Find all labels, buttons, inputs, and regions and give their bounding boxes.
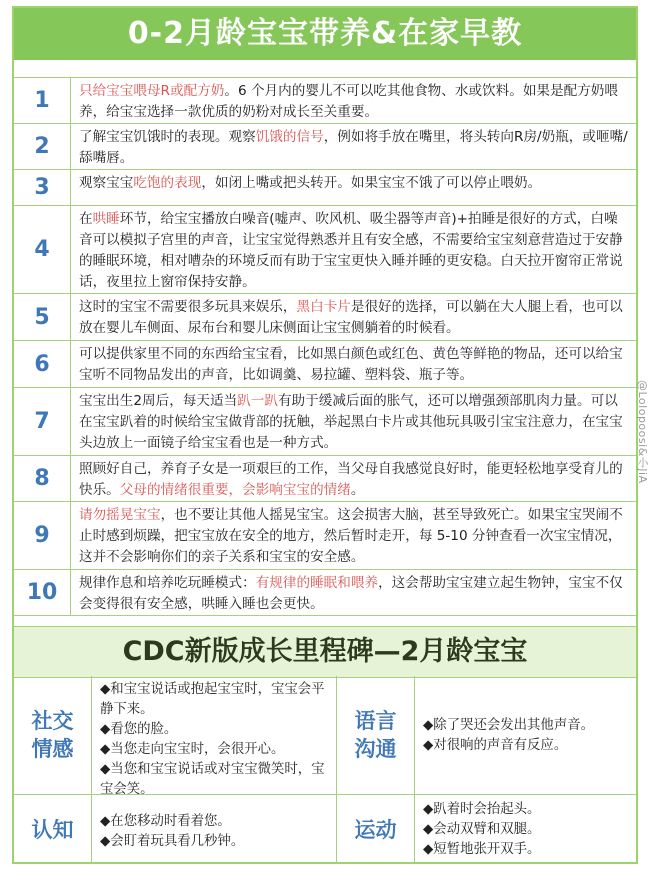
tip-number: 8	[14, 456, 71, 501]
tip-segment: 了解宝宝饥饿时的表现。观察	[79, 129, 256, 145]
tip-segment: ，也不要让其他人摇晃宝宝。这会损害大脑，甚至导致死亡。如果宝宝哭闹不止时感到烦躁，把宝宝放在安全的地方，然后暂时走开，每 5-10 分钟查看一次宝宝情况，这并不会影响你们的亲子关系和宝宝的安全感。	[79, 507, 623, 565]
milestone-items-motor	[415, 796, 636, 864]
page-title: 0-2月龄宝宝带养&在家早教	[14, 8, 636, 60]
tip-segment: 观察宝宝	[79, 175, 134, 191]
tip-highlight: 请勿摇晃宝宝	[79, 507, 161, 523]
poster-frame	[12, 6, 638, 864]
milestone-item: ◆短暂地张开双手。	[423, 842, 541, 857]
tip-number: 7	[14, 388, 71, 455]
tip-number: 2	[14, 124, 71, 169]
milestone-item: ◆除了哭还会发出其他声音。	[423, 718, 594, 733]
milestone-items-cognitive	[92, 808, 336, 864]
milestone-item: ◆和宝宝说话或抱起宝宝时，宝宝会平静下来。	[100, 682, 325, 717]
milestone-category-motor	[337, 795, 415, 864]
milestone-title: CDC新版成长里程碑—2月龄宝宝	[14, 626, 636, 678]
tip-highlight: 父母的情绪很重要，会影响宝宝的情绪	[119, 482, 351, 498]
tip-text	[71, 570, 636, 615]
milestone-item: ◆会盯着玩具看几秒钟。	[100, 834, 245, 849]
milestone-items-social	[92, 676, 336, 797]
tip-segment: 在	[79, 211, 93, 227]
tip-row	[14, 388, 636, 456]
tip-segment: 宝宝出生2周后，每天适当	[79, 393, 238, 409]
tip-segment: ，如闭上嘴或把头转开。如果宝宝不饿了可以停止喂奶。	[201, 175, 542, 191]
milestone-category-social	[14, 676, 92, 794]
tip-row	[14, 206, 636, 294]
tip-row	[14, 570, 636, 616]
milestone-item: ◆当您走向宝宝时，会很开心。	[100, 742, 285, 757]
tip-segment: 。	[350, 482, 365, 498]
tip-segment: 这时的宝宝不需要很多玩具来娱乐，	[79, 299, 297, 315]
tip-text	[71, 170, 636, 205]
tip-row	[14, 456, 636, 502]
tips-list	[14, 77, 636, 616]
milestone-item: ◆会动双臂和双腿。	[423, 822, 541, 837]
tip-text	[71, 502, 636, 569]
tip-segment: ，例如将手放在嘴里，将头转向R房/奶瓶，或咂嘴/舔嘴唇。	[79, 129, 628, 166]
category-label: 运动	[354, 817, 397, 842]
category-label: 沟通	[354, 737, 397, 761]
tip-highlight: 趴一趴	[237, 393, 278, 409]
tip-text	[71, 456, 636, 501]
tip-number: 4	[14, 206, 71, 293]
tip-number: 6	[14, 341, 71, 387]
milestone-item: ◆在您移动时看着您。	[100, 814, 231, 829]
tip-text	[71, 124, 636, 169]
tip-highlight: 饥饿的信号	[255, 129, 324, 145]
tip-highlight: 黑白卡片	[296, 299, 351, 315]
tip-number: 1	[14, 78, 71, 123]
tip-row	[14, 77, 636, 124]
tip-row	[14, 170, 636, 206]
tip-highlight: 只给宝宝喂母R或配方奶	[79, 83, 225, 99]
tip-text	[71, 388, 636, 455]
tip-highlight: 有规律的睡眠和喂养	[255, 575, 379, 591]
tip-segment: 有助于缓减后面的胀气，还可以增强颈部肌肉力量。可以在宝宝趴着的时候给宝宝做背部的抚触，举起黑白卡片或其他玩具吸引宝宝注意力，在宝宝头边放上一面镜子给宝宝看也是一种方式。	[79, 393, 623, 451]
milestone-item: ◆当您和宝宝说话或对宝宝微笑时，宝宝会笑。	[100, 762, 325, 797]
tip-number: 5	[14, 294, 71, 340]
category-label: 语言	[354, 709, 397, 733]
tip-row	[14, 124, 636, 170]
milestone-grid	[14, 676, 636, 864]
category-label: 社交	[31, 709, 74, 733]
tip-segment: 。6 个月内的婴儿不可以吃其他食物、水或饮料。如果是配方奶喂养，给宝宝选择一款优质的奶粉对成长至关重要。	[79, 83, 618, 120]
tip-segment: 规律作息和培养吃玩睡模式：	[79, 575, 256, 591]
milestone-item: ◆对很响的声音有反应。	[423, 738, 568, 753]
tip-segment: 环节，给宝宝播放白噪音(嘘声、吹风机、吸尘器等声音)+拍睡是很好的方式，白噪音可以模拟子宫里的声音，让宝宝觉得熟悉并且有安全感，不需要给宝宝刻意营造过于安静的睡眠环境，相对嘈杂的环境反而有助于宝宝更快入睡并睡的更安稳。白天拉开窗帘正常说话，夜里拉上窗帘保持安静。	[79, 211, 623, 290]
tip-number: 9	[14, 502, 71, 569]
tip-text	[71, 294, 636, 340]
tip-segment: 照顾好自己，养育子女是一项艰巨的工作，当父母自我感觉良好时，能更轻松地享受育儿的快乐。	[79, 461, 623, 498]
tip-number: 3	[14, 170, 71, 205]
watermark: @Lolopoosi&小JiA	[636, 380, 649, 484]
tip-text	[71, 341, 636, 387]
tip-row	[14, 502, 636, 570]
tip-text	[71, 206, 636, 293]
milestone-item: ◆看您的脸。	[100, 722, 178, 737]
tip-highlight: 哄睡	[92, 211, 120, 227]
tip-segment: 是很好的选择，可以躺在大人腿上看，也可以放在婴儿车侧面、尿布台和婴儿床侧面让宝宝侧躺着的时候看。	[79, 299, 623, 336]
category-label: 情感	[31, 737, 74, 761]
tip-segment: ，这会帮助宝宝建立起生物钟，宝宝不仅会变得很有安全感，哄睡入睡也会更快。	[79, 575, 623, 612]
category-label: 认知	[31, 817, 74, 842]
tip-highlight: 吃饱的表现	[133, 175, 202, 191]
milestone-item: ◆趴着时会抬起头。	[423, 802, 541, 817]
tip-segment: 可以提供家里不同的东西给宝宝看，比如黑白颜色或红色、黄色等鲜艳的物品，还可以给宝宝听不同物品发出的声音，比如调羹、易拉罐、塑料袋、瓶子等。	[79, 346, 623, 383]
tip-text	[71, 78, 636, 123]
tip-number: 10	[14, 570, 71, 615]
milestone-category-language	[337, 676, 415, 794]
tip-row	[14, 341, 636, 388]
milestone-items-language	[415, 712, 636, 792]
milestone-category-cognitive	[14, 795, 92, 864]
tip-row	[14, 294, 636, 341]
